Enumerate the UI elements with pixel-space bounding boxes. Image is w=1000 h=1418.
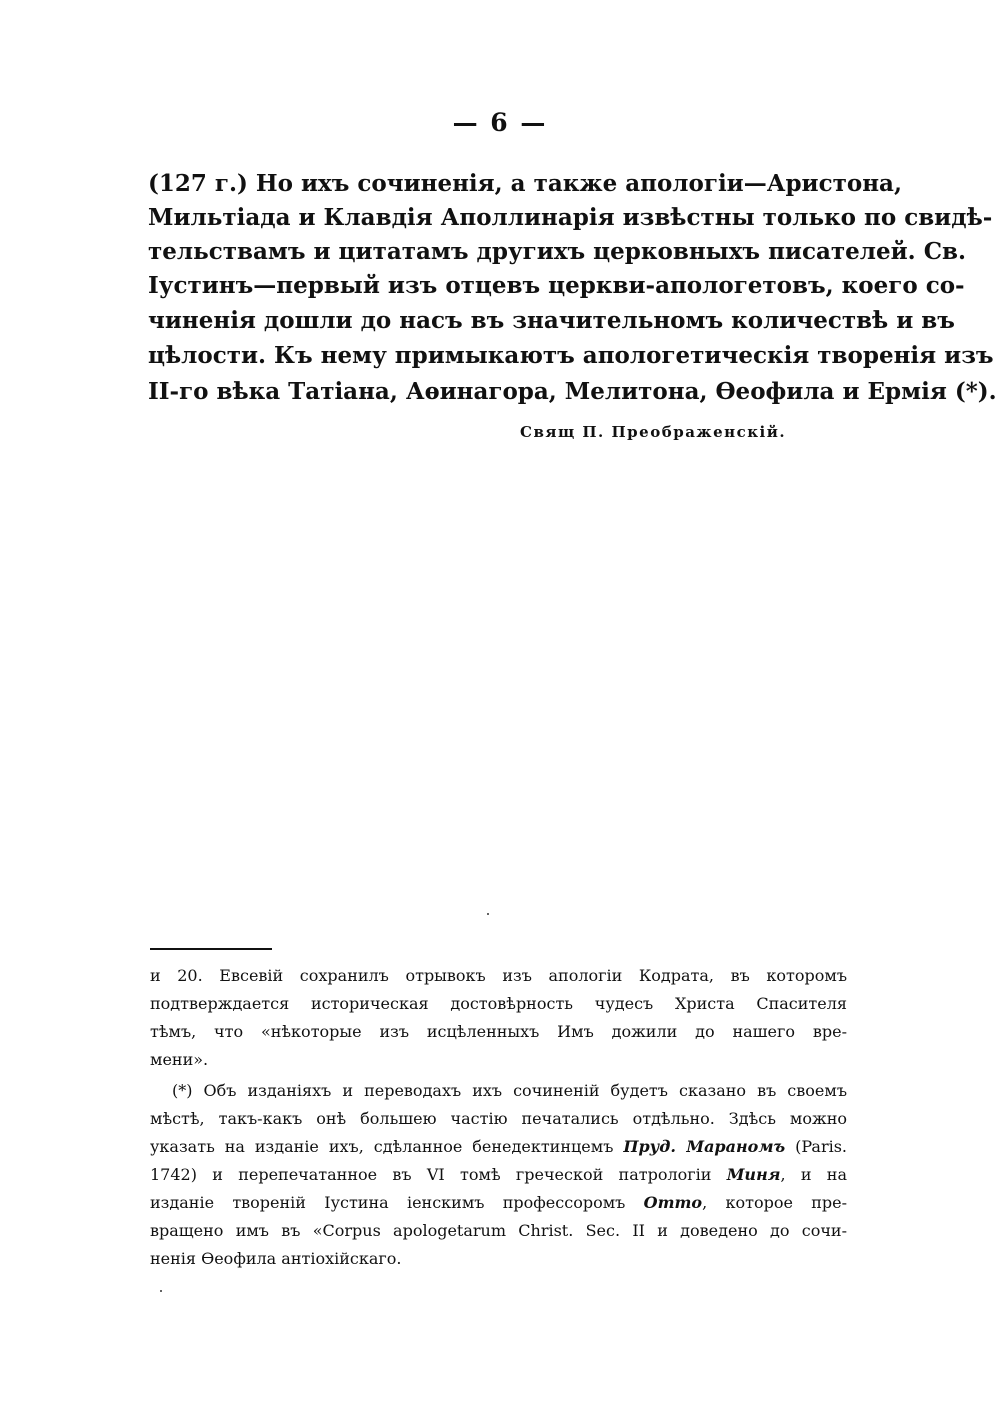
footnote-italic-name: Отто [643, 1193, 703, 1212]
footnote-line: ненія Ѳеофила антіохійскаго. [150, 1249, 402, 1268]
footnote-text: , которое пре- [702, 1193, 847, 1212]
footnote-text: 1742) и перепечатанное въ VI томѣ греческой патрологіи [150, 1165, 712, 1184]
footnote-line: вращено имъ въ «Corpus apologetarum Christ. Sec. II и доведено до сочи- [150, 1221, 847, 1240]
footnote-text: изданіе твореній Іустина іенскимъ профессоромъ [150, 1193, 626, 1212]
main-text-line: цѣлости. Къ нему примыкаютъ апологетическія творенія изъ [148, 342, 994, 369]
page-number: — 6 — [452, 108, 548, 137]
footnote-line: мени». [150, 1050, 209, 1069]
footnote-text: (Paris. [795, 1137, 848, 1156]
scan-speck [160, 1290, 162, 1292]
footnote-line [150, 1161, 847, 1188]
footnote-line: подтверждается историческая достовѣрность чудесъ Христа Спасителя [150, 994, 847, 1013]
author-signature: Свящ П. Преображенскій. [520, 423, 787, 441]
footnote-line: мѣстѣ, такъ-какъ онѣ большею частію печатались отдѣльно. Здѣсь можно [150, 1109, 847, 1128]
footnote-italic-name: Пруд. Мараномъ [623, 1137, 786, 1156]
main-text-line: II-го вѣка Татіана, Аѳинагора, Мелитона, Ѳеофила и Ермія (*). [148, 378, 997, 405]
main-text-line: тельствамъ и цитатамъ другихъ церковныхъ писателей. Св. [148, 238, 966, 265]
footnote-divider [150, 948, 272, 950]
main-text-line: Мильтіада и Клавдія Аполлинарія извѣстны только по свидѣ- [148, 204, 993, 231]
main-text-line: Іустинъ—первый изъ отцевъ церкви-апологетовъ, коего со- [148, 272, 965, 299]
footnote-text: указать на изданіе ихъ, сдѣланное бенедектинцемъ [150, 1137, 614, 1156]
footnote-line [150, 1133, 847, 1160]
footnote-italic-name: Миня [726, 1165, 781, 1184]
footnote-line [150, 1189, 847, 1216]
main-text-line: чиненія дошли до насъ въ значительномъ количествѣ и въ [148, 307, 955, 334]
scan-speck [487, 913, 489, 915]
footnote-line: (*) Объ изданіяхъ и переводахъ ихъ сочиненій будетъ сказано въ своемъ [172, 1081, 847, 1100]
footnote-line: и 20. Евсевій сохранилъ отрывокъ изъ апологіи Кодрата, въ которомъ [150, 966, 847, 985]
main-text-line: (127 г.) Но ихъ сочиненія, а также апологіи—Аристона, [148, 170, 902, 197]
footnote-text: , и на [780, 1165, 847, 1184]
footnote-line: тѣмъ, что «нѣкоторые изъ исцѣленныхъ Имъ дожили до нашего вре- [150, 1022, 847, 1041]
